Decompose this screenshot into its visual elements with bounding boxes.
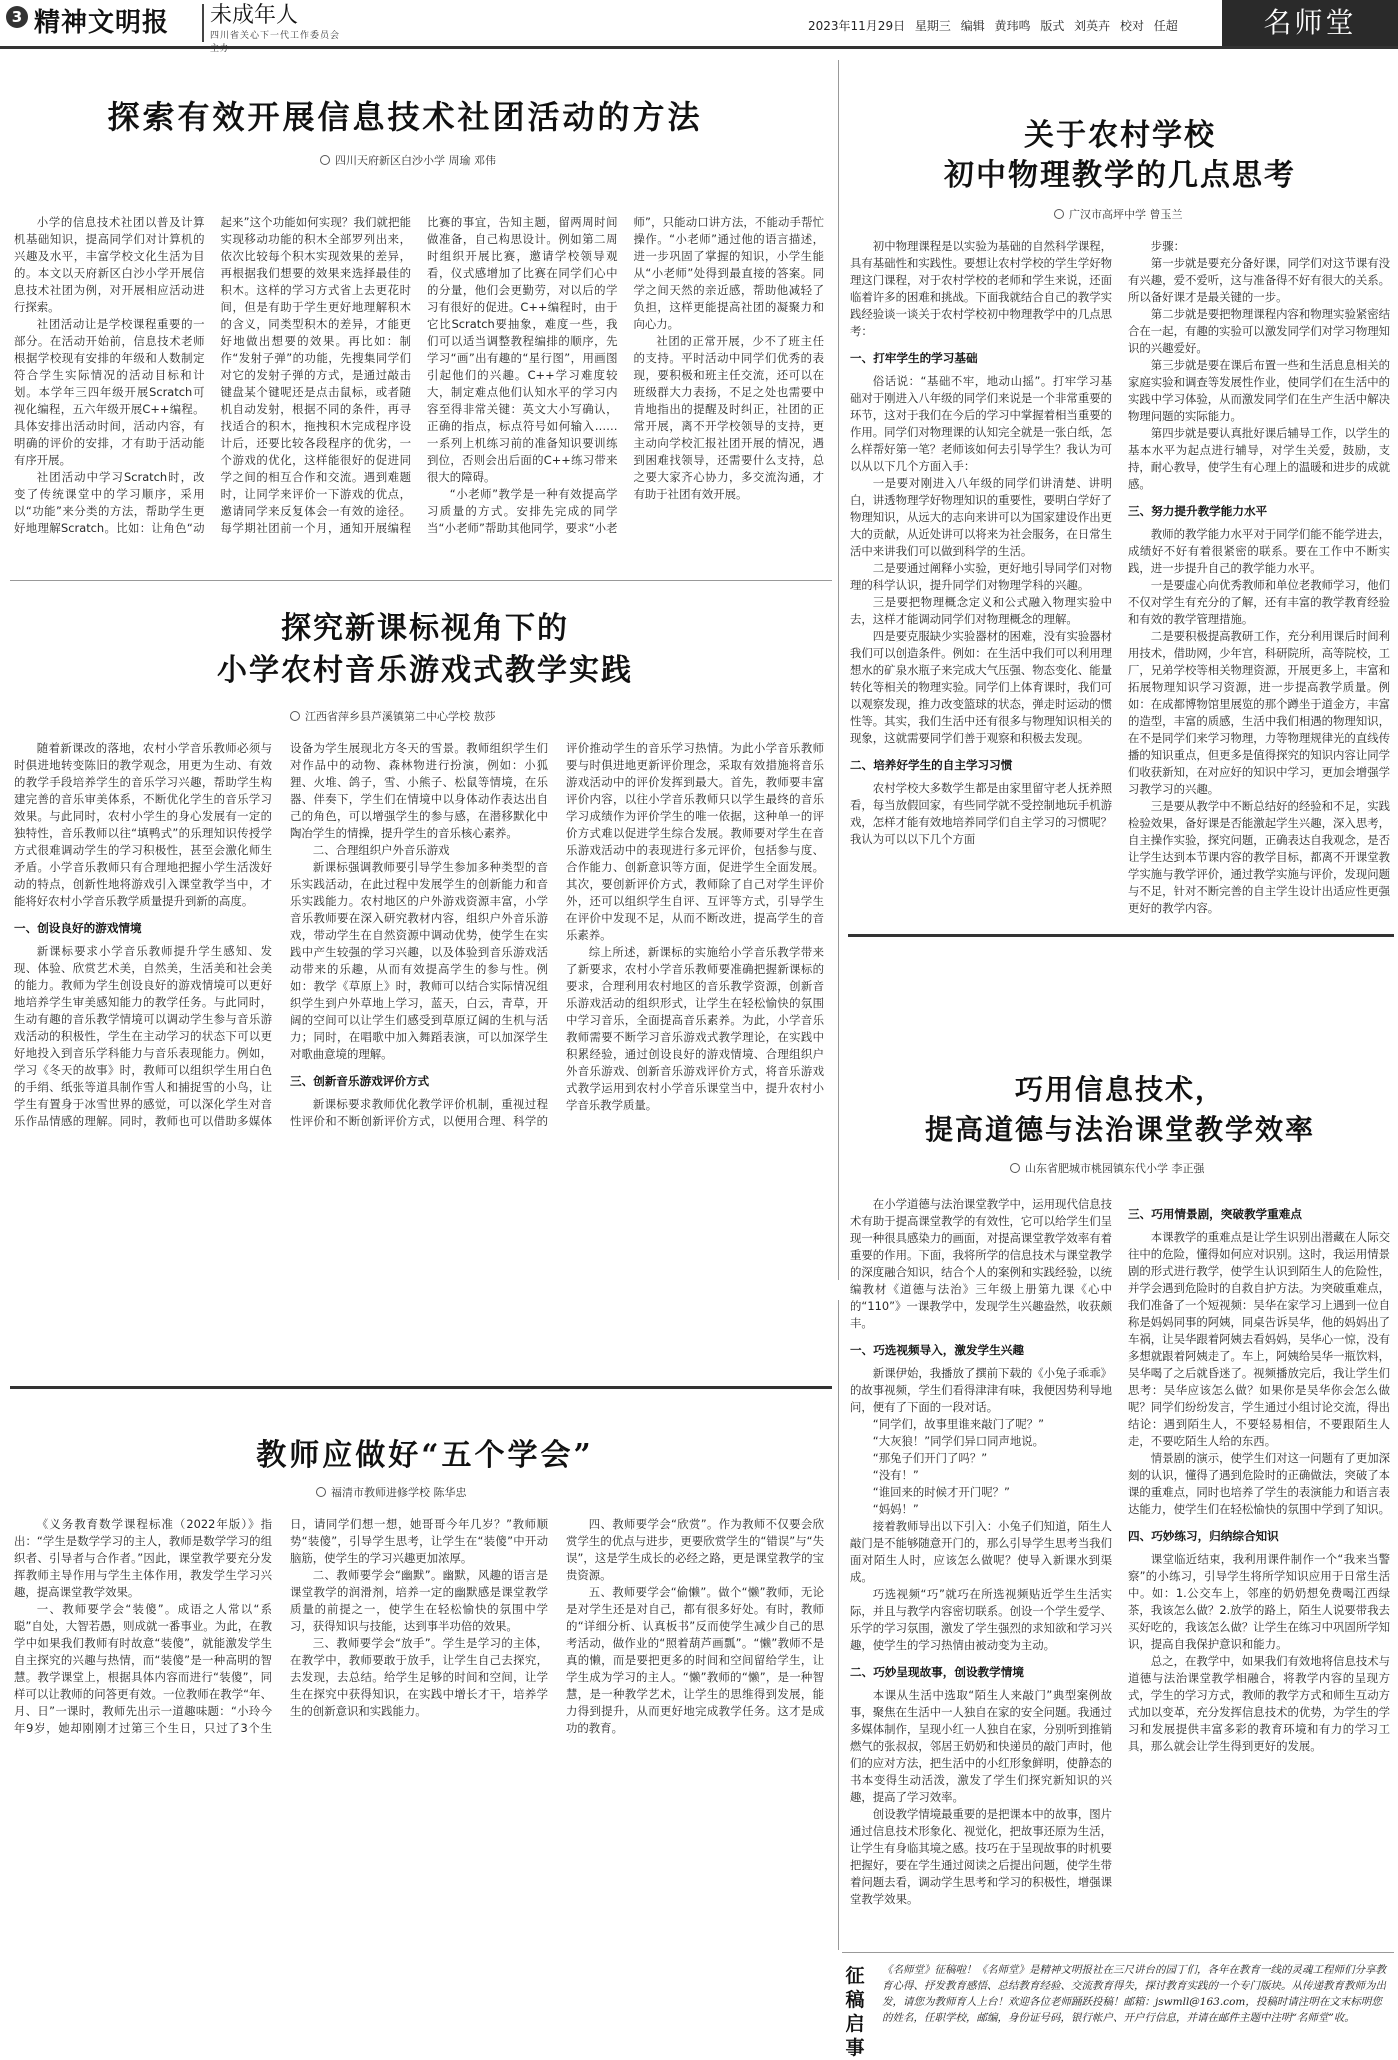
article-2-byline <box>1054 206 1183 222</box>
divider <box>842 1952 1394 1953</box>
paragraph: 四是要克服缺少实验器材的困难，没有实验器材我们可以创造条件。例如：在生活中我们可以利用理想水的矿泉水瓶子来完成大气压强、物态变化、能量转化等相关的物理实验。同学们上体育课时，我们可以观察发现，推力改变篮球的状态，弹走时运动的惯性等。其实，我们生活中还有很多与物理知识相关的现象，这就需要同学们善于观察和积极去发现。 <box>850 629 1112 745</box>
issue-info: 2023年11月29日 星期三 编辑 黄玮鸣 版式 刘英卉 校对 任超 <box>808 19 1178 33</box>
paragraph: 接着教师导出以下引入：小兔子们知道，陌生人敲门是不能够随意开门的，那么引导学生思考当我们面对陌生人时，应该怎么做呢？使导入新课水到渠成。 <box>850 1519 1112 1584</box>
article-4-byline <box>1010 1160 1205 1176</box>
supplement-subtitle: 四川省关心下一代工作委员会主办 <box>210 31 341 54</box>
column-divider <box>838 1300 839 1950</box>
paragraph: “同学们，故事里谁来敲门了呢？” <box>872 1417 1045 1431</box>
section-heading: 四、巧妙练习，归纳综合知识 <box>1128 1529 1279 1543</box>
paragraph: 第三步就是要在课后布置一些和生活息息相关的家庭实验和调查等发展性作业，使同学们在生活中的实践中学习体验，从而激发同学们在生产生活中解决物理问题的实际能力。 <box>1128 358 1390 423</box>
paragraph: 新课标强调教师要引导学生参加多种类型的音乐实践活动，在此过程中发展学生的创新能力和音乐实践能力。农村地区的户外游戏资源丰富，小学音乐教师要在深入研究教材内容，组织户外音乐游戏，带动学生在自然资源中调动优势，使学生在实践中产生较强的学习兴趣，以及体验到音乐游戏活动带来的乐趣，从而有效提高学生的参与性。例如：教学《草原上》时，教师可以结合实际情况组织学生到户外草地上学习，蓝天，白云，青草，开阔的空间可以让学生们感受到草原辽阔的生机与活力；同时，在唱歌中加入舞蹈表演，可以加深学生对歌曲意境的理解。 <box>290 860 548 1061</box>
paragraph: 三是要从教学中不断总结好的经验和不足，实践检验效果，备好课是否能激起学生兴趣，深入思考，自主操作实验，探究问题，正确表达自我观念，是否让学生达到本节课内容的教学目标，都离不开课堂教学实施与教学评价，通过教学实施与评价，发现问题与不足，针对不断完善的自主学生设计出适应性更强更好的教学内容。 <box>1128 799 1390 915</box>
article-1-title: 探索有效开展信息技术社团活动的方法 <box>107 98 703 136</box>
article-3-byline <box>290 708 496 724</box>
paragraph: 社团活动让是学校课程重要的一部分。在活动开始前，信息技术老师根据学校现有安排的年级和人数制定符合学生实际情况的活动目标和计划。本学年三四年级开展Scratch可视化编程，五六年级开展C++编程。具体安排出活动时间，活动内容，有明确的评价的安排，才有助于活动能有序开展。 <box>14 317 205 467</box>
paragraph: 情景剧的演示，使学生们对这一问题有了更加深刻的认识，懂得了遇到危险时的正确做法，突破了本课的重难点，同时也培养了学生的表演能力和语言表达能力，使学生们在轻松愉快的氛围中学到了知识。 <box>1128 1451 1390 1516</box>
article-2-title <box>850 116 1390 196</box>
paragraph: 第二步就是要把物理课程内容和物理实验紧密结合在一起，有趣的实验可以激发同学们对学习物理知识的兴趣爱好。 <box>1128 307 1390 355</box>
paragraph: “大灰狼！”同学们异口同声地说。 <box>872 1434 1045 1448</box>
newspaper-name: 精神文明报 <box>34 8 170 38</box>
divider <box>10 580 832 581</box>
article-3-author: 江西省萍乡县芦溪镇第二中心学校 敖莎 <box>305 710 496 723</box>
section-heading: 一、打牢学生的学习基础 <box>850 351 978 365</box>
call-for-papers-label: 征稿启事 <box>845 1965 865 2059</box>
paragraph: 第一步就是要充分备好课，同学们对这节课有没有兴趣，爱不爱听，这与准备得不好有很大的关系。所以备好课才是最关键的一步。 <box>1128 256 1390 304</box>
article-4-title-line1: 巧用信息技术， <box>1014 1073 1225 1106</box>
paragraph: 新课标要求小学音乐教师提升学生感知、发现、体验、欣赏艺术美，自然美，生活美和社会美的能力。教师为学生创设良好的游戏情境可以更好地培养学生审美感知能力的教学任务。与此同时，生动有趣的音乐教学情境可以调动学生参与音乐游戏活动的积极性，学生在主动学习的状态下可以更好地投入到音乐学科能力与音乐表现能力。例如，学习《冬天的故事》时，教师可以组织学生用白色的手绢、纸张等道具制作雪人和捕捉雪的小鸟，让学生有置身于冰雪世界的感觉，可以深化学生对音乐作品情感的理解。同时，教师也可以借助多媒体设备为学生展现北方冬天的雪景。教师组织学生们对作品中的动物、森林物进行扮演，例如：小狐狸、火堆、鸽子，雪、小熊子、松鼠等情境，在乐器、伴奏下，学生们在情境中以身体动作表达出自己的角色，可以增强学生的参与感，在潜移默化中陶冶学生的情操，提升学生的音乐核心素养。 <box>14 741 548 1128</box>
paragraph: 教师的教学能力水平对于同学们能不能学进去，成绩好不好有着很紧密的联系。要在工作中不断实践，进一步提升自己的教学能力水平。 <box>1128 527 1390 575</box>
paragraph: 四、教师要学会“欣赏”。作为教师不仅要会欣赏学生的优点与进步，更要欣赏学生的“错误”与“失误”，这是学生成长的必经之路，更是课堂教学的宝贵资源。 <box>566 1517 824 1582</box>
paragraph: 总之，在教学中，如果我们有效地将信息技术与道德与法治课堂教学相融合，将教学内容的呈现方式，学生的学习方式，教师的教学方式和师生互动方式加以变革，充分发挥信息技术的优势，为学生的学习和发展提供丰富多彩的教育环境和有力的学习工具，那么就会让学生得到更好的发展。 <box>1128 1654 1390 1753</box>
article-3-body <box>14 740 824 1372</box>
bullet-icon <box>316 1487 326 1497</box>
divider <box>10 1386 832 1389</box>
paragraph: 课堂临近结束，我利用课件制作一个“我来当警察”的小练习，引导学生将所学知识应用于日常生活中。如：1.公交车上，邻座的奶奶想免费喝江西绿茶，我该怎么做？2.放学的路上，陌生人说要带我去买好吃的，我该怎么做？让学生在练习中巩固所学知识，提高自我保护意识和能力。 <box>1128 1552 1390 1651</box>
article-4-col-2 <box>1128 1196 1390 1936</box>
bullet-icon <box>1054 209 1064 219</box>
paragraph: 新课标要求教师优化教学评价机制，重视过程性评价和不断创新评价方式，以便用合理、科学的评价推动学生的音乐学习热情。为此小学音乐教师要与时俱进地更新评价理念，采取有效措施将音乐游戏活动中的评价发挥到最大。首先，教师要丰富评价内容，以往小学音乐教师只以学生最终的音乐学习成绩作为评价学生的唯一依据，这种单一的评价方式难以促进学生综合发展。教师要对学生在音乐游戏活动中的表现进行多元评价，包括参与度、合作能力、创新意识等方面，促进学生全面发展。其次，要创新评价方式，教师除了自己对学生评价外，还可以组织学生自评、互评等方式，引导学生在评价中发现不足，从而不断改进，提高学生的音乐素养。 <box>290 741 824 1128</box>
paragraph: 随着新课改的落地，农村小学音乐教师必须与时俱进地转变陈旧的教学观念，用更为生动、有效的教学手段培养学生的音乐学习兴趣，帮助学生构建完善的音乐审美体系，不断优化学生的音乐学习效果。与此同时，农村小学生的身心发展有一定的独特性，音乐教师以往“填鸭式”的乐理知识传授学方式很难调动学生的学习积极性，甚至会激化师生矛盾。小学音乐教师只有合理地把握小学生活泼好动的特点，创新性地将游戏引入课堂教学当中，才能将好农村小学音乐教学质量提升到新的高度。 <box>14 741 272 908</box>
paragraph: 二、教师要学会“幽默”。幽默，风趣的语言是课堂教学的润滑剂，培养一定的幽默感是课堂教学质量的前提之一，使学生在轻松愉快的氛围中学习，获得知识与技能，达到事半功倍的效果。 <box>290 1568 548 1633</box>
column-divider <box>838 60 839 1280</box>
paragraph: 社团活动中学习Scratch时，改变了传统课堂中的学习顺序，采用以“功能”来分类的方法，帮助学生更好地理解Scratch。比如：让角色“动起来”这个功能如何实现？我们就把能实现移动功能的积木全部罗列出来，依次比较每个积木实现效果的差异，再根据我们想要的效果来选择最佳的积木。这样的学习方式省上去更花时间，但是有助于学生更好地理解积木的含义，同类型积木的差异，才能更好地做出想要的效果。再比如：制作“发射子弹”的功能，先搜集同学们对它的发射子弹的方式，是通过敲击键盘某个键呢还是点击鼠标，或者随机自动发射，根据不同的条件，再寻找适合的积木，拖拽积木完成程序设计后，还要比较各段程序的优劣，一个游戏的优化，这样能很好的促进同学之间的相互合作和交流。遇到难题时，让同学来评价一下游戏的优点，邀请同学来反复体会一有效的途径。每学期社团前一个月，通知开展编程比赛的事宜，告知主题，留两周时间做准备，自己构思设计。例如第二周时组织开展比赛，邀请学校领导观看，仪式感增加了比赛在同学们心中的分量，他们会更勤劳，对以后的学习有很好的促进。C++编程时，由于它比Scratch要抽象，难度一些，我们可以适当调整教程编排的顺序，先学习“画”出有趣的“星行图”，用画图引起他们的兴趣。C++学习难度较大，制定难点他们认知水平的学习内容至得非常关键：英文大小写确认，正确的指点，标点符号如何输入……一系列上机练习前的准备知识要训练到位，否则会出后面的C++练习带来很大的障碍。 <box>14 215 618 535</box>
article-2-col-1 <box>850 238 1112 920</box>
masthead <box>0 0 1398 54</box>
article-2-author: 广汉市高坪中学 曾玉兰 <box>1069 208 1183 221</box>
paragraph: 创设教学情境最重要的是把课本中的故事，图片通过信息技术形象化、视觉化，把故事还原为生活，让学生有身临其境之感。技巧在于呈现故事的时机要把握好，要在学生通过阅读之后提出问题，使学生带着问题去看，调动学生思考和学习的积极性，增强课堂教学效果。 <box>850 1807 1112 1906</box>
article-5-body <box>14 1516 824 2036</box>
article-2-title-line1: 关于农村学校 <box>1024 118 1216 153</box>
paragraph: 三、教师要学会“放手”。学生是学习的主体，在教学中，教师要敢于放手，让学生自己去探究，去发现，去总结。给学生足够的时间和空间，让学生在探究中获得知识，在实践中增长才干，培养学生的创新意识和实践能力。 <box>290 1636 548 1718</box>
paragraph: 综上所述，新课标的实施给小学音乐教学带来了新要求，农村小学音乐教师要准确把握新课标的要求，合理利用农村地区的音乐教学资源，创新音乐游戏活动的组织形式，让学生在轻松愉快的氛围中学习音乐，全面提高音乐素养。为此，小学音乐教师需要不断学习音乐游戏式教学理论，在实践中积累经验，通过创设良好的游戏情境、合理组织户外音乐游戏、创新音乐游戏评价方式，将音乐游戏式教学运用到农村小学音乐课堂当中，提升农村小学音乐教学质量。 <box>566 945 824 1112</box>
article-1-byline <box>320 152 496 168</box>
supplement-logo <box>202 3 342 54</box>
paragraph: “妈妈！” <box>872 1502 919 1516</box>
paragraph: 小学的信息技术社团以普及计算机基础知识，提高同学们对计算机的兴趣及水平，丰富学校文化生活为目的。本文以天府新区白沙小学开展信息技术社团为例，对开展相应活动进行探索。 <box>14 215 205 314</box>
section-name: 名师堂 <box>1222 0 1398 46</box>
paragraph: “那兔子们开门了吗？” <box>872 1451 988 1465</box>
section-heading: 三、努力提升教学能力水平 <box>1128 504 1268 518</box>
article-5-title: 教师应做好“五个学会” <box>256 1438 594 1473</box>
bullet-icon <box>290 711 300 721</box>
paragraph: “谁回来的时候才开门呢？” <box>872 1485 1010 1499</box>
paragraph: 巧选视频“巧”就巧在所选视频贴近学生生活实际，并且与教学内容密切联系。创设一个学生爱学、乐学的学习氛围，激发了学生强烈的求知欲和学习兴趣，使学生的学习热情由被动变为主动。 <box>850 1587 1112 1652</box>
paragraph: 步骤： <box>1150 239 1185 253</box>
divider <box>848 934 1394 937</box>
paragraph: 第四步就是要认真批好课后辅导工作，以学生的基本水平为起点进行辅导，对学生关爱，鼓励，支持，耐心教导，使学生有心理上的温暖和进步的成就感。 <box>1128 426 1390 491</box>
paragraph: 本课从生活中选取“陌生人来敲门”典型案例故事，聚焦在生活中一人独自在家的安全问题。我通过多媒体制作，呈现小红一人独自在家，分别听到推销燃气的张叔叔，邻居王奶奶和快递员的敲门声时，他们的应对方法，把生活中的小红形象鲜明，使静态的书本变得生动活泼，激发了学生们探究新知识的兴趣，提高了学习效率。 <box>850 1688 1112 1804</box>
article-2-title-line2: 初中物理教学的几点思考 <box>944 158 1296 193</box>
article-1-author: 四川天府新区白沙小学 周瑜 邓伟 <box>335 154 496 167</box>
paragraph: 《义务教育数学课程标准（2022年版）》指出：“学生是数学学习的主人，教师是数学学习的组织者、引导者与合作者。”因此，课堂教学要充分发挥教师主导作用与学生主体作用，教发学生学习兴趣，提高课堂教学效果。 <box>14 1517 272 1599</box>
section-heading: 二、巧妙呈现故事，创设教学情境 <box>850 1665 1024 1679</box>
paragraph: 二、合理组织户外音乐游戏 <box>312 843 450 857</box>
paragraph: “小老师”教学是一种有效提高学习质量的方式。安排先完成的同学当“小老师”帮助其他同学，要求“小老师”，只能动口讲方法，不能动手帮忙操作。“小老师”通过他的语言描述，进一步巩固了掌握的知识，小学生能从“小老师”处得到最直接的答案。同学之间天然的亲近感，帮助他减轻了负担，这样更能提高社团的凝聚力和向心力。 <box>427 215 824 535</box>
paragraph: 初中物理课程是以实验为基础的自然科学课程，具有基础性和实践性。要想让农村学校的学生学好物理这门课程，对于农村学校的老师和学生来说，还面临着许多的困难和挑战。下面我就结合自己的教学实践经验谈一谈关于农村学校初中物理教学中的几点思考： <box>850 239 1112 338</box>
article-4-title <box>850 1070 1390 1150</box>
section-heading: 三、创新音乐游戏评价方式 <box>290 1074 430 1088</box>
paragraph: 新课伊始，我播放了撰前下载的《小兔子乖乖》的故事视频，学生们看得津津有味，我便因势利导地问，便有了下面的一段对话。 <box>850 1366 1112 1414</box>
section-heading: 一、创设良好的游戏情境 <box>14 921 142 935</box>
bullet-icon <box>1010 1163 1020 1173</box>
paragraph: 社团的正常开展，少不了班主任的支持。平时活动中同学们优秀的表现，要积极和班主任交流，还可以在班级群大力表扬，不足之处也需要中肯地指出的提醒及时纠正，社团的正常开展，离不开学校领导的支持，更主动向学校汇报社团开展的情况，遇到困难找领导，还需要什么支持，总之要大家齐心协力，多交流沟通，才有助于社团有效开展。 <box>633 334 824 501</box>
paragraph: 二是要通过阐释小实验，更好地引导同学们对物理的科学认识，提升同学们对物理学科的兴趣。 <box>850 561 1112 592</box>
article-3-title-line2: 小学农村音乐游戏式教学实践 <box>217 653 633 688</box>
bullet-icon <box>320 155 330 165</box>
call-for-papers-text: 《名师堂》征稿啦！《名师堂》是精神文明报社在三尺讲台的园丁们，各年在教育一线的灵魂工程师们分享教育心得、抒发教育感悟、总结教育经验、交流教育得失，探讨教育实践的一个专门版块。从传递教育教师为出发，请您为教师育人上台！欢迎各位老师踊跃投稿！邮箱：jswmll@163.com，投稿时请注明在文末标明您的姓名，任职学校，邮编，身份证号码，银行帐户、开户行信息，并请在邮件主题中注明“名师堂”收。 <box>882 1964 1386 2024</box>
article-1-body <box>14 214 824 568</box>
article-5-author: 福清市教师进修学校 陈华忠 <box>331 1486 467 1499</box>
paragraph: 在小学道德与法治课堂教学中，运用现代信息技术有助于提高课堂教学的有效性，它可以给学生们呈现一种很具感染力的画面，对提高课堂教学效率有着重要的作用。下面，我将所学的信息技术与课堂教学的深度融合知识，结合个人的案例和实践经验，以统编教材《道德与法治》三年级上册第九课《心中的“110”》一课教学中，发现学生兴趣盎然，收获颇丰。 <box>850 1197 1112 1330</box>
article-5-byline <box>316 1484 467 1500</box>
paragraph: 一是要对刚进入八年级的同学们讲清楚、讲明白，讲透物理学好物理知识的重要性，要明白学好了物理知识，从远大的志向来讲可以为国家建设作出更大的贡献，从近处讲可以将来为社会服务，在日常生活中来讲我们可以做到科学的生活。 <box>850 476 1112 558</box>
paragraph: 本课教学的重难点是让学生识别出潜藏在人际交往中的危险，懂得如何应对识别。这时，我运用情景剧的形式进行教学，使学生认识到陌生人的危险性，并学会遇到危险时的自救自护方法。为突破重难点，我们准备了一个短视频：吴华在家学习上遇到一位自称是妈妈同事的阿姨，同桌告诉吴华，他的妈妈出了车祸，让吴华跟着阿姨去看妈妈，吴华心一惊，没有多想就跟着阿姨走了。车上，阿姨给吴华一瓶饮料，吴华喝了之后就昏迷了。视频播放完后，我让学生们思考：吴华应该怎么做？如果你是吴华你会怎么做呢？同学们纷纷发言，学生通过小组讨论交流，得出结论：遇到陌生人，不要轻易相信，不要跟陌生人走，不要吃陌生人给的东西。 <box>1128 1230 1390 1448</box>
paragraph: 三是要把物理概念定义和公式融入物理实验中去，这样才能调动同学们对物理概念的理解。 <box>850 595 1112 626</box>
page-number: 3 <box>6 6 28 28</box>
supplement-name: 未成年人 <box>210 3 299 28</box>
paragraph: 一、教师要学会“装傻”。成语之人常以“系聪”自处，大智若愚，则成就一番事业。为此，在教学中如果我们教师有时故意“装傻”，就能激发学生自主探究的兴趣与热情，而“装傻”是一种高明的智慧。教学课堂上，根据具体内容而进行“装傻”，同样可以让教师的问答更有效。一位教师在教学“年、月、日”一课时，教师先出示一道趣味题：“小玲今年9岁，她却刚刚才过第三个生日，只过了3个生日，请同学们想一想，她哥哥今年几岁？”教师顺势“装傻”，引导学生思考，让学生在“装傻”中开动脑筋，使学生的学习兴趣更加浓厚。 <box>14 1517 548 1735</box>
section-heading: 二、培养好学生的自主学习习惯 <box>850 758 1013 772</box>
article-4-author: 山东省肥城市桃园镇东代小学 李正强 <box>1025 1162 1205 1175</box>
section-heading: 一、巧选视频导入，激发学生兴趣 <box>850 1343 1024 1357</box>
article-3-title <box>40 608 810 692</box>
paragraph: 一是要虚心向优秀教师和单位老教师学习，他们不仅对学生有充分的了解，还有丰富的教学教育经验和有效的教学管理措施。 <box>1128 578 1390 626</box>
article-4-col-1 <box>850 1196 1112 1936</box>
paragraph: 俗话说：“基础不牢，地动山摇”。打牢学习基础对于刚进入八年级的同学们来说是一个非常重要的环节，这对于我们在今后的学习中掌握着相当重要的作用。同学们对物理课的认知完全就是一张白纸，怎么样帮好第一笔？老师该如何去引导学生？我认为可以从以下几个方面入手： <box>850 374 1112 473</box>
paragraph: 农村学校大多数学生都是由家里留守老人抚养照看，每当放假回家，有些同学就不受控制地玩手机游戏，怎样才能有效地培养同学们自主学习的习惯呢？我认为可以以下几个方面 <box>850 781 1112 846</box>
paragraph: “没有！” <box>872 1468 919 1482</box>
article-4-title-line2: 提高道德与法治课堂教学效率 <box>924 1113 1315 1146</box>
paragraph: 二是要积极提高教研工作，充分利用课后时间利用技术，借助网，少年宫，科研院所，高等院校，工厂，兄弟学校等相关物理资源，开展更多上，丰富和拓展物理知识学习资源，进一步提高教学质量。例如：在成都博物馆里展览的那个蹲坐于道金方，丰富的造型，丰富的质感，生活中我们相遇的物理知识，在不是同学们来学习物理，力等物理规律光的直线传播的知识重点，但更多是值得探究的知识内容让同学们收获新知，在对应好的知识中学习，更加会增强学习教学习的兴趣。 <box>1128 629 1390 796</box>
paragraph: 五、教师要学会“偷懒”。做个“懒”教师，无论是对学生还是对自己，都有很多好处。有时，教师的“详细分析、认真板书”反而使学生减少自己的思考活动，做作业的“照着葫芦画瓢”。“懒”教师不是真的懒，而是要把更多的时间和空间留给学生，让学生成为学习的主人。“懒”教师的“懒”，是一种智慧，是一种教学艺术，让学生的思维得到发展，能力得到提升，从而更好地完成教学任务。这才是成功的教育。 <box>566 1585 824 1735</box>
section-heading: 三、巧用情景剧，突破教学重难点 <box>1128 1207 1302 1221</box>
article-2-col-2 <box>1128 238 1390 920</box>
article-3-title-line1: 探究新课标视角下的 <box>281 611 569 646</box>
